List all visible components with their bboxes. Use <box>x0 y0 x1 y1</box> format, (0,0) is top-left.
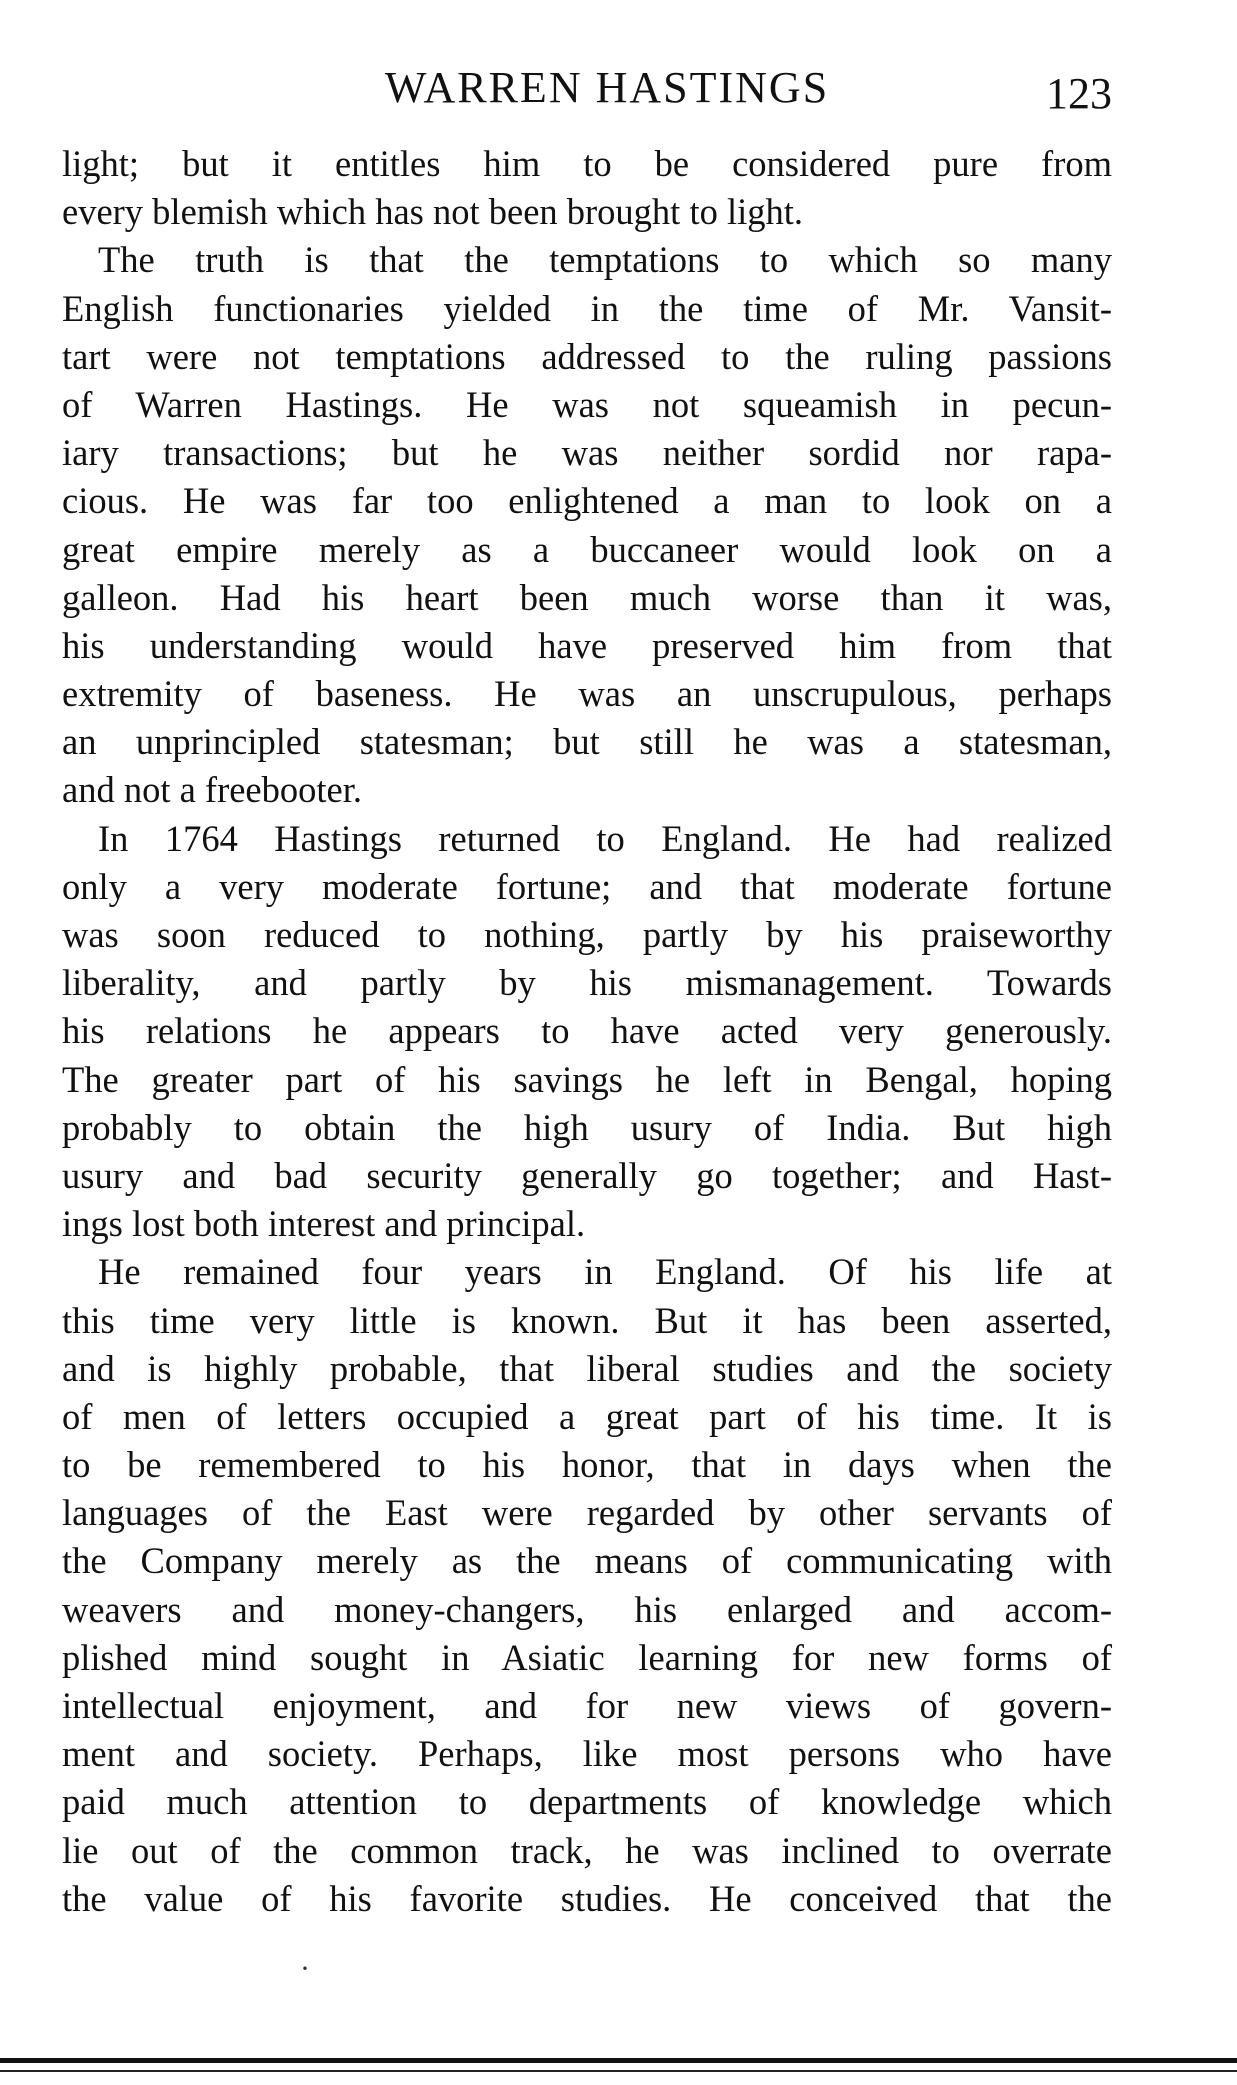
footer-rule-thin <box>0 2070 1237 2072</box>
text-line: paid much attention to departments of knowledge which <box>62 1781 1112 1823</box>
paragraph-first-line: He remained four years in England. Of his life at <box>98 1251 1112 1293</box>
text-line: ment and society. Perhaps, like most persons who have <box>62 1733 1112 1775</box>
paragraph-first-line: In 1764 Hastings returned to England. He had realized <box>98 817 1112 859</box>
text-line: this time very little is known. But it has been asserted, <box>62 1299 1112 1341</box>
text-line: probably to obtain the high usury of India. But high <box>62 1106 1112 1148</box>
text-line: plished mind sought in Asiatic learning for new forms of <box>62 1636 1112 1678</box>
text-line: ings lost both interest and principal. <box>62 1203 586 1245</box>
text-line: lie out of the common track, he was inclined to overrate <box>62 1829 1112 1871</box>
footer-rule-thick <box>0 2058 1237 2063</box>
running-title: WARREN HASTINGS <box>384 63 830 112</box>
text-line: an unprincipled statesman; but still he was a statesman, <box>62 721 1112 763</box>
text-line: light; but it entitles him to be considered pure from <box>62 143 1112 184</box>
text-line: iary transactions; but he was neither sordid nor rapa- <box>62 432 1112 474</box>
print-speck: · <box>300 1952 310 1985</box>
text-line: extremity of baseness. He was an unscrupulous, perhaps <box>62 673 1112 715</box>
text-line: only a very moderate fortune; and that moderate fortune <box>62 865 1112 907</box>
text-line: liberality, and partly by his mismanagement. Towards <box>62 962 1112 1004</box>
paragraph-first-line: The truth is that the temptations to which so many <box>98 239 1112 281</box>
text-line: The greater part of his savings he left in Bengal, hoping <box>62 1058 1112 1100</box>
text-line: intellectual enjoyment, and for new views of govern- <box>62 1685 1112 1726</box>
text-line: English functionaries yielded in the time of Mr. Vansit- <box>62 287 1112 329</box>
text-line: great empire merely as a buccaneer would look on a <box>62 528 1112 570</box>
text-line: the Company merely as the means of communicating with <box>62 1540 1112 1582</box>
text-line: galleon. Had his heart been much worse than it was, <box>62 576 1112 618</box>
text-line: usury and bad security generally go together; and Hast- <box>62 1154 1112 1196</box>
text-line: of men of letters occupied a great part of his time. It is <box>62 1395 1112 1437</box>
text-line: to be remembered to his honor, that in days when the <box>62 1444 1112 1486</box>
text-line: weavers and money-changers, his enlarged and accom- <box>62 1588 1112 1630</box>
text-line: and not a freebooter. <box>62 769 362 811</box>
text-line: was soon reduced to nothing, partly by his praiseworthy <box>62 914 1112 955</box>
text-line: the value of his favorite studies. He conceived that the <box>62 1877 1112 1919</box>
text-line: tart were not temptations addressed to the ruling passions <box>62 335 1112 377</box>
running-head <box>62 58 1112 118</box>
text-line: of Warren Hastings. He was not squeamish in pecun- <box>62 383 1112 425</box>
text-line: every blemish which has not been brought to light. <box>62 191 804 233</box>
body-text <box>62 140 1112 1923</box>
text-line: languages of the East were regarded by other servants of <box>62 1492 1112 1534</box>
page-number: 123 <box>1046 69 1112 118</box>
text-line: his relations he appears to have acted very generously. <box>62 1010 1112 1052</box>
text-line: cious. He was far too enlightened a man to look on a <box>62 480 1112 522</box>
text-line: and is highly probable, that liberal studies and the society <box>62 1347 1112 1389</box>
text-line: his understanding would have preserved him from that <box>62 624 1112 666</box>
